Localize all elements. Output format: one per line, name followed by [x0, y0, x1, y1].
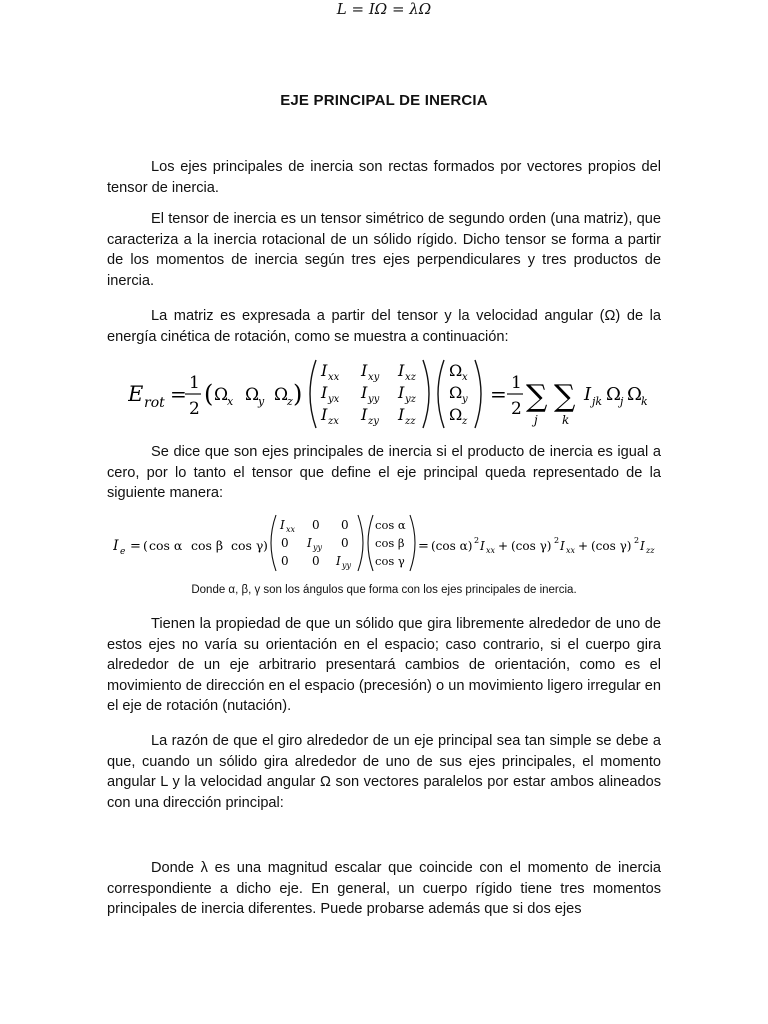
- eq1-matrix-bracket-right: [423, 360, 429, 428]
- eq2-lhs-sub: e: [120, 547, 126, 557]
- eq1-half-num: 1: [189, 373, 200, 393]
- paragraph-5: Tienen la propiedad de que un sólido que gira libremente alrededor de uno de estos ejes no varía su orientación en el espacio; caso contrario, si el cuerpo gira alrededor de un eje arbitrario presentará cambios de orientación, como es el movimiento de dirección en el espacio (precesión) o un movimiento ligero irregular en el eje de rotación (nutación).: [107, 616, 661, 715]
- eq2-m12: 0: [312, 518, 320, 532]
- eq2-m22: I: [307, 536, 312, 550]
- eq2-m22-sub: yy: [313, 543, 323, 552]
- eq2-m21: 0: [281, 536, 289, 550]
- angles-caption: Donde α, β, γ son los ángulos que forma con los ejes principales de inercia.: [191, 584, 577, 596]
- eq1-row-sub-z: z: [287, 395, 293, 408]
- eq1-equals-2: =: [490, 382, 507, 406]
- eq2-m32: 0: [312, 554, 320, 568]
- eq2-col-bracket-left: [368, 515, 373, 571]
- eq1-m11-sub: xx: [328, 372, 340, 383]
- eq1-col-omega-x: Ω: [449, 361, 463, 380]
- eq2-row-paren-open: (: [143, 538, 148, 553]
- eq2-m13: 0: [341, 518, 349, 532]
- eq1-m12: I: [361, 361, 368, 380]
- angular-momentum-equation: L = IΩ = λΩ: [336, 0, 432, 18]
- eq1-m33-sub: zz: [405, 416, 416, 427]
- eq1-m12-sub: xy: [368, 372, 380, 383]
- eq2-row-cos-beta: cos β: [191, 538, 224, 553]
- eq2-m33-sub: yy: [342, 561, 352, 570]
- paragraph-7: Donde λ es una magnitud escalar que coincide con el momento de inercia correspondiente a dicho eje. En general, un cuerpo rígido tiene tres momentos principales de inercia diferentes. Puede probarse además que si dos ejes: [107, 860, 661, 918]
- eq1-sum-j-index: j: [534, 413, 538, 427]
- eq1-m13-sub: xz: [405, 372, 416, 383]
- principal-tensor-equation: [113, 512, 663, 574]
- eq1-col-omega-y: Ω: [449, 383, 463, 402]
- eq1-row-omega-z: Ω: [274, 385, 289, 405]
- eq2-matrix-bracket-left: [271, 515, 276, 571]
- eq2-rhs-I-2: I: [560, 539, 565, 553]
- paragraph-2: El tensor de inercia es un tensor simétrico de segundo orden (una matriz), que caracteriza a la inercia rotacional de un sólido rígido. Dicho tensor se forma a partir de los momentos de inercia según tres ejes perpendiculares y tres productos de inercia.: [107, 211, 661, 289]
- eq2-col-cos-beta: cos β: [375, 536, 405, 550]
- eq1-summand-sub: jk: [592, 395, 603, 408]
- eq1-row-paren-close: ): [293, 380, 303, 408]
- eq1-m32: I: [361, 405, 368, 424]
- paragraph-1: Los ejes principales de inercia son rectas formados por vectores propios del tensor de inercia.: [107, 159, 661, 196]
- eq1-m11: I: [321, 361, 328, 380]
- eq1-sum-k-index: k: [562, 413, 570, 427]
- eq1-col-bracket-right: [475, 360, 481, 428]
- eq2-m33: I: [336, 554, 341, 568]
- eq2-rhs-pow-1: 2: [474, 536, 480, 545]
- eq1-equals: =: [170, 382, 187, 406]
- eq2-matrix-bracket-right: [358, 515, 363, 571]
- eq2-plus-2: +: [578, 539, 589, 553]
- eq1-row-omega-y: Ω: [245, 385, 260, 405]
- eq2-m23: 0: [341, 536, 349, 550]
- eq1-m23: I: [398, 383, 405, 402]
- eq2-rhs-sub-2: xx: [566, 546, 576, 555]
- eq1-omega-j: Ω: [606, 384, 621, 405]
- eq1-m21-sub: yx: [328, 394, 340, 405]
- eq2-row-cos-gamma: cos γ: [231, 538, 264, 553]
- eq1-row-sub-x: x: [227, 395, 234, 408]
- eq1-m22-sub: yy: [368, 394, 380, 405]
- eq1-m32-sub: zy: [368, 416, 379, 427]
- paragraph-6: La razón de que el giro alrededor de un eje principal sea tan simple se debe a que, cuando un sólido gira alrededor de uno de sus ejes principales, el momento angular L y la velocidad angular Ω son vectores paralelos por estar ambos alineados con una dirección principal:: [107, 733, 661, 811]
- eq1-m22: I: [361, 383, 368, 402]
- eq2-col-bracket-right: [410, 515, 415, 571]
- eq2-lhs: I: [113, 538, 119, 554]
- eq1-omega-k-sub: k: [641, 395, 648, 408]
- eq1-summand: I: [584, 384, 592, 405]
- eq2-rhs-I-3: I: [640, 539, 645, 553]
- eq2-rhs-term-1: (cos α): [431, 539, 473, 553]
- eq2-rhs-term-3: (cos γ): [591, 539, 632, 553]
- eq2-rhs-pow-3: 2: [634, 536, 640, 545]
- eq2-plus-1: +: [498, 539, 509, 553]
- eq2-rhs-term-2: (cos γ): [511, 539, 552, 553]
- eq1-m13: I: [398, 361, 405, 380]
- eq1-row-sub-y: y: [258, 395, 265, 408]
- eq1-half-den-2: 2: [511, 399, 522, 419]
- eq1-omega-k: Ω: [627, 384, 642, 405]
- eq1-omega-j-sub: j: [620, 395, 624, 408]
- rotational-energy-equation: [128, 356, 668, 432]
- eq1-m33: I: [398, 405, 405, 424]
- eq1-half-den: 2: [189, 399, 200, 419]
- eq2-equals: =: [130, 539, 141, 554]
- eq1-m31-sub: zx: [328, 416, 339, 427]
- paragraph-4: Se dice que son ejes principales de inercia si el producto de inercia es igual a cero, por lo tanto el tensor que define el eje principal queda representado de la siguiente manera:: [107, 444, 661, 502]
- eq1-matrix-bracket-left: [310, 360, 316, 428]
- eq2-rhs-sub-1: xx: [486, 546, 496, 555]
- eq2-rhs-I-1: I: [480, 539, 485, 553]
- eq2-equals-2: =: [418, 539, 429, 554]
- eq2-row-cos-alpha: cos α: [149, 538, 183, 553]
- eq2-col-cos-alpha: cos α: [375, 518, 406, 532]
- document-title: EJE PRINCIPAL DE INERCIA: [280, 92, 488, 109]
- eq2-rhs-sub-3: zz: [646, 546, 655, 555]
- eq1-half-num-2: 1: [511, 373, 522, 393]
- eq1-col-sub-z: z: [462, 416, 468, 427]
- eq1-row-paren-open: (: [204, 380, 214, 408]
- eq2-m11-sub: xx: [286, 525, 296, 534]
- eq2-row-paren-close: ): [263, 538, 268, 553]
- eq2-rhs-pow-2: 2: [554, 536, 560, 545]
- eq2-m11: I: [280, 518, 285, 532]
- paragraph-3: La matriz es expresada a partir del tensor y la velocidad angular (Ω) de la energía cinética de rotación, como se muestra a continuación:: [107, 308, 661, 345]
- eq1-m23-sub: yz: [405, 394, 416, 405]
- eq1-m21: I: [321, 383, 328, 402]
- eq1-lhs-sub: rot: [144, 395, 165, 411]
- eq1-col-sub-y: y: [462, 394, 468, 405]
- eq1-col-sub-x: x: [462, 372, 468, 383]
- eq1-sum-k: ∑: [554, 379, 576, 414]
- eq1-col-bracket-left: [438, 360, 444, 428]
- eq1-row-omega-x: Ω: [214, 385, 229, 405]
- eq1-m31: I: [321, 405, 328, 424]
- eq1-lhs: E: [128, 382, 144, 406]
- eq1-sum-j: ∑: [526, 379, 548, 414]
- eq1-col-omega-z: Ω: [449, 405, 463, 424]
- eq2-col-cos-gamma: cos γ: [375, 554, 405, 568]
- eq2-m31: 0: [281, 554, 289, 568]
